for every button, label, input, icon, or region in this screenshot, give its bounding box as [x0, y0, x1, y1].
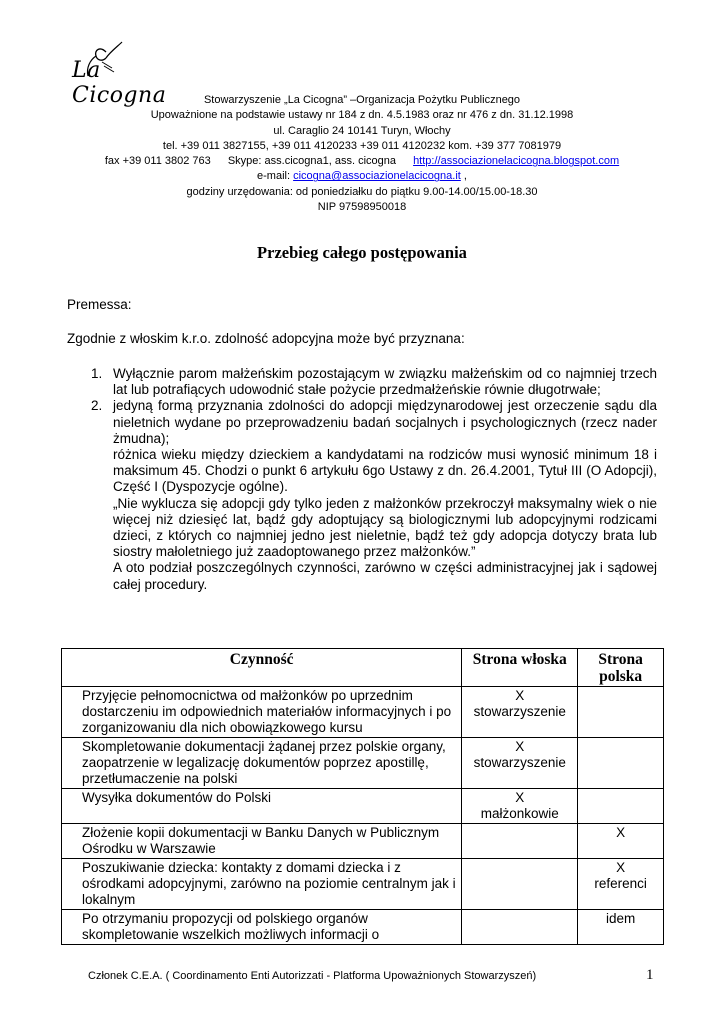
list-item [67, 366, 657, 398]
age-difference-paragraph: różnica wieku między dzieckiem a kandydatami na rodziców musi wynosić minimum 18 i maksimum 45. Chodzi o punkt 6 artykułu 6go Ustawy z dn. 26.4.2001, Tytuł III (O Adopcji), Część I (Dyspozycje ogólne). [113, 447, 657, 495]
polish-side-cell: X [578, 824, 664, 859]
header-email-line [60, 169, 664, 184]
task-cell: Po otrzymaniu propozycji od polskiego organów skompletowanie wszelkich możliwych informacji o [62, 910, 462, 945]
header-line: Stowarzyszenie „La Cicogna” –Organizacja Pożytku Publicznego [203, 94, 521, 106]
list-item-text: jedyną formą przyznania zdolności do adopcji międzynarodowej jest orzeczenie sądu dla nieletnich wydane po przeprowadzeniu badań socjalnych i psychologicznych (rzecz nader żmudna); [113, 398, 657, 446]
logo [66, 40, 186, 108]
table-row [62, 859, 664, 910]
table-row [62, 789, 664, 824]
task-cell: Złożenie kopii dokumentacji w Banku Danych w Publicznym Ośrodku w Warszawie [62, 824, 462, 859]
italian-side-cell: X stowarzyszenie [462, 738, 578, 789]
task-cell: Skompletowanie dokumentacji żądanej przez polskie organy, zaopatrzenie w legalizację dokumentów poprzez apostillę, przetłumaczenie na polski [62, 738, 462, 789]
polish-side-cell: X referenci [578, 859, 664, 910]
task-cell: Przyjęcie pełnomocnictwa od małżonków po uprzednim dostarczeniu im odpowiednich materiałów informacyjnych i po zorganizowaniu dla nich obowiązkowego kursu [62, 687, 462, 738]
task-cell: Wysyłka dokumentów do Polski [62, 789, 462, 824]
italian-side-cell [462, 910, 578, 945]
header-contact-line [60, 154, 664, 169]
task-cell: Poszukiwanie dziecka: kontakty z domami dziecka i z ośrodkami adopcyjnymi, zarówno na poziomie centralnym jak i lokalnym [62, 859, 462, 910]
list-number: 2. [91, 398, 103, 414]
nip-number: NIP 97598950018 [317, 201, 407, 214]
quotation-paragraph: „Nie wyklucza się adopcji gdy tylko jeden z małżonków przekroczył maksymalny wiek o nie więcej niż dziesięć lat, bądź gdy adoptujący są biologicznymi lub adopcyjnymi rodzicami dzieci, z których co najmniej jedno jest nieletnie, bądź też gdy adopcja dotyczy brata lub siostry małoletniego już zaadoptowanego przez małżonków.” [113, 495, 657, 560]
list-item [67, 398, 657, 447]
header-line: tel. +39 011 3827155, +39 011 4120233 +39 011 4120232 kom. +39 377 7081979 [162, 139, 562, 152]
table-row [62, 687, 664, 738]
premessa-label: Premessa: [67, 297, 132, 312]
organization-header [60, 93, 664, 215]
polish-side-cell [578, 789, 664, 824]
header-line: Upoważnione na podstawie ustawy nr 184 z dn. 4.5.1983 oraz nr 476 z dn. 31.12.1998 [150, 109, 574, 122]
office-hours: godziny urzędowania: od poniedziałku do piątku 9.00-14.00/15.00-18.30 [186, 185, 538, 198]
italian-side-cell: X małżonkowie [462, 789, 578, 824]
fax-number: fax +39 011 3802 763 [104, 155, 211, 168]
criteria-list [67, 366, 657, 593]
page-number: 1 [646, 967, 654, 983]
header-task: Czynność [62, 649, 462, 687]
list-number: 1. [91, 366, 103, 381]
logo-text: La Cicogna [72, 58, 167, 108]
header-italian-side: Strona włoska [462, 649, 578, 687]
italian-side-cell [462, 824, 578, 859]
table-row [62, 910, 664, 945]
polish-side-cell: idem [578, 910, 664, 945]
page-title: Przebieg całego postępowania [257, 243, 467, 262]
italian-side-cell: X stowarzyszenie [462, 687, 578, 738]
procedure-intro-paragraph: A oto podział poszczególnych czynności, zarówno w części administracyjnej jak i sądowej całej procedury. [113, 560, 657, 592]
table-row [62, 738, 664, 789]
email-label: e-mail: [257, 170, 291, 183]
polish-side-cell [578, 687, 664, 738]
email-suffix: , [460, 170, 467, 183]
table-row [62, 824, 664, 859]
blog-link[interactable]: http://associazionelacicogna.blogspot.com [413, 155, 620, 168]
italian-side-cell [462, 859, 578, 910]
polish-side-cell [578, 738, 664, 789]
email-link[interactable]: cicogna@associazionelacicogna.it [293, 170, 461, 183]
header-line: ul. Caraglio 24 10141 Turyn, Włochy [273, 124, 451, 137]
skype-ids: Skype: ass.cicogna1, ass. cicogna [227, 155, 396, 168]
footer-text: Członek C.E.A. ( Coordinamento Enti Autorizzati - Platforma Upoważnionych Stowarzyszeń) [88, 970, 537, 982]
list-item-text: Wyłącznie parom małżeńskim pozostającym w związku małżeńskim od co najmniej trzech lat lub potrafiących udowodnić stałe pożycie przedmałżeńskie równie długotrwałe; [113, 366, 657, 398]
table-header-row [62, 649, 664, 687]
procedure-table [61, 648, 664, 945]
header-polish-side: Strona polska [578, 649, 664, 687]
intro-paragraph: Zgodnie z włoskim k.r.o. zdolność adopcyjna może być przyznana: [67, 331, 465, 346]
